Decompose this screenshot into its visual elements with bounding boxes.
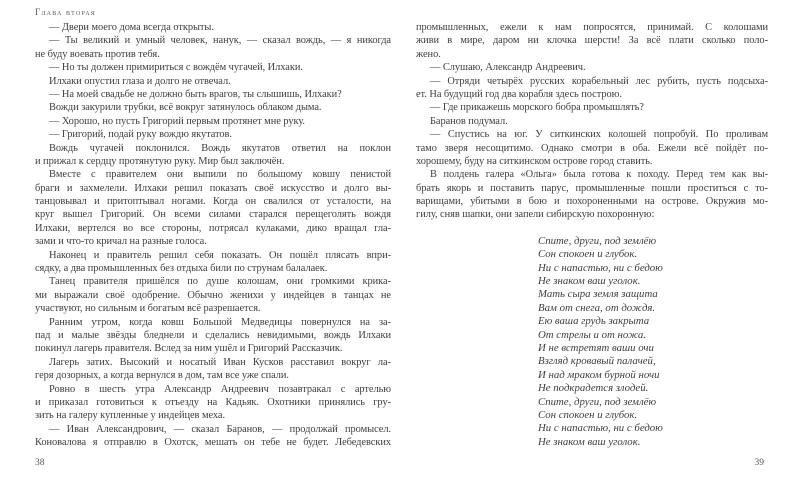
text-line: танцовывал и притоптывал ногами. Когда он свалился от усталости, на bbox=[35, 196, 391, 208]
text-line: сядку, а два промышленных без отдыха били по струнам балалаек. bbox=[35, 263, 328, 275]
page-number-right: 39 bbox=[754, 458, 764, 468]
text-line: Ровно в шесть утра Александр Андреевич позавтракал с артелью bbox=[49, 383, 391, 395]
text-line: и приказал готовиться к отъезду на Кадьяк. Охотники принялись гру- bbox=[35, 396, 391, 408]
text-line: — Григорий, подай руку вождю якутатов. bbox=[49, 129, 232, 141]
text-line: зить на галеру купленные у индейцев меха. bbox=[35, 410, 226, 422]
text-line: — Хорошо, но пусть Григорий первым протянет мне руку. bbox=[49, 115, 305, 127]
text-line: не буду воевать против тебя. bbox=[35, 48, 160, 60]
verse-line: Не знаком ваш уголок. bbox=[538, 435, 641, 448]
funeral-song-verse bbox=[416, 235, 768, 449]
verse-line: Взгляд кровавый палачей, bbox=[538, 355, 656, 368]
text-line: ет. На будущий год два корабля здесь построю. bbox=[416, 88, 622, 100]
text-line: — Слушаю, Александр Андреевич. bbox=[430, 62, 586, 74]
text-line: — Иван Александрович, — сказал Баранов, — продолжай промысел. bbox=[49, 423, 391, 435]
text-line: Илхаки, вертелся во все стороны, потрясал кулаками, дико вращал гла- bbox=[35, 222, 391, 234]
verse-line: Ни с напастью, ни с бедою bbox=[538, 422, 663, 435]
verse-line: Вам от снега, от дождя. bbox=[538, 301, 656, 314]
text-line: Коновалова я отправлю в Охотск, мешать он тебе не будет. Лебедевских bbox=[35, 437, 391, 449]
text-line: В полдень галера «Ольга» была готова к походу. Перед тем как вы- bbox=[430, 169, 768, 181]
text-line: браги и захмелели. Илхаки решил показать своё искусство и долго вы- bbox=[35, 182, 391, 194]
right-page-body bbox=[416, 21, 768, 449]
text-line: и прижал к сердцу протянутую руку. Мир был заключён. bbox=[35, 155, 285, 167]
text-line: жено. bbox=[416, 48, 441, 60]
text-line: — Но ты должен примириться с вождём чугачей, Илхаки. bbox=[49, 62, 303, 74]
text-line: промышленных, ежели к нам попросятся, принимай. С колошами bbox=[416, 22, 768, 33]
text-line: Илхаки опустил глаза и долго не отвечал. bbox=[49, 75, 231, 87]
text-line: Вождь чугачей поклонился. Вождь якутатов ответил на поклон bbox=[49, 142, 391, 154]
text-line: Ранним утром, когда ковш Большой Медведицы повернулся на за- bbox=[49, 316, 391, 328]
text-line: — Ты великий и умный человек, нанук, — сказал вождь, — я никогда bbox=[49, 35, 391, 47]
verse-line: И над мраком бурной ночи bbox=[538, 368, 660, 381]
text-line: гилу, сняв шапки, они запели сибирскую похоронную: bbox=[416, 209, 655, 221]
verse-line: Сон спокоен и глубок. bbox=[538, 408, 638, 421]
text-line: — Отряди четырёх русских корабельный лес рубить, пусть подсыха- bbox=[430, 75, 768, 87]
left-page-body bbox=[35, 21, 391, 450]
text-line: — Двери моего дома всегда открыты. bbox=[49, 22, 214, 33]
verse-line: Спите, други, под землёю bbox=[538, 234, 657, 247]
verse-line: Ею ваша грудь закрыта bbox=[538, 315, 650, 328]
text-line: Танец правителя пришёлся по душе колошам, они громкими крика- bbox=[49, 276, 391, 288]
text-line: — На моей свадьбе не должно быть врагов, ты слышишь, Илхаки? bbox=[49, 88, 342, 100]
page-number-left: 38 bbox=[35, 458, 45, 468]
verse-line: Сон спокоен и глубок. bbox=[538, 248, 638, 261]
text-line: Лагерь затих. Высокий и носатый Иван Кусков расставил вокруг ла- bbox=[49, 356, 391, 368]
verse-line: Ни с напастью, ни с бедою bbox=[538, 261, 663, 274]
text-line: — Где прикажешь морского бобра промышлять? bbox=[430, 102, 644, 114]
verse-line: Мать сыра земля защита bbox=[538, 288, 658, 301]
text-line: круг вышел Григорий. Он всеми силами старался перещеголять вождя bbox=[35, 209, 391, 221]
text-line: пад и малые звёзды бледнели и сделались невидимыми, вождь Илхаки bbox=[35, 329, 391, 341]
verse-line: Не подкрадется злодей. bbox=[538, 382, 649, 395]
verse-line: Не знаком ваш уголок. bbox=[538, 275, 641, 288]
verse-line: От стрелы и от ножа. bbox=[538, 328, 647, 341]
text-line: живи в мире, даром ни клочка шерсти! За всё плати сколько поло- bbox=[416, 35, 768, 47]
text-line: тамо зверя несощитимо. Однако смотри в оба. Ежели всё пойдёт по- bbox=[416, 142, 768, 154]
text-line: Баранов подумал. bbox=[430, 115, 508, 127]
running-header: Глава вторая bbox=[35, 7, 96, 17]
text-line: геря дозорных, а когда вернулся в дом, там все уже спали. bbox=[35, 370, 289, 382]
text-line: Наконец и правитель решил себя показать. Он пошёл плясать впри- bbox=[49, 249, 391, 261]
verse-line: Спите, други, под землёю bbox=[538, 395, 657, 408]
text-line: варищами, убитыми в бою и похороненными на острове. Окружив мо- bbox=[416, 196, 768, 208]
text-line: зами и что-то кричал на разные голоса. bbox=[35, 236, 207, 248]
text-line: хорошему, буду на ситкинском острове город ставить. bbox=[416, 155, 653, 167]
text-line: Вместе с правителем они выпили по большому ковшу пенистой bbox=[49, 169, 391, 181]
verse-line: И не встретят ваши очи bbox=[538, 341, 654, 354]
text-line: брать якорь и поставить парус, промышленные пошли проститься с то- bbox=[416, 182, 768, 194]
text-line: покинул лагерь правителя. Вслед за ним ушёл и Григорий Рассказчик. bbox=[35, 343, 343, 355]
text-line: Вожди закурили трубки, всё вокруг затянулось облаком дыма. bbox=[49, 102, 322, 114]
text-line: участвуют, но сильным и богатым всё разрешается. bbox=[35, 303, 261, 315]
text-line: — Спустись на юг. У ситкинских колошей попробуй. По проливам bbox=[430, 129, 768, 141]
text-line: ми выражали своё одобрение. Обычно женихи у индейцев в танцах не bbox=[35, 289, 391, 301]
